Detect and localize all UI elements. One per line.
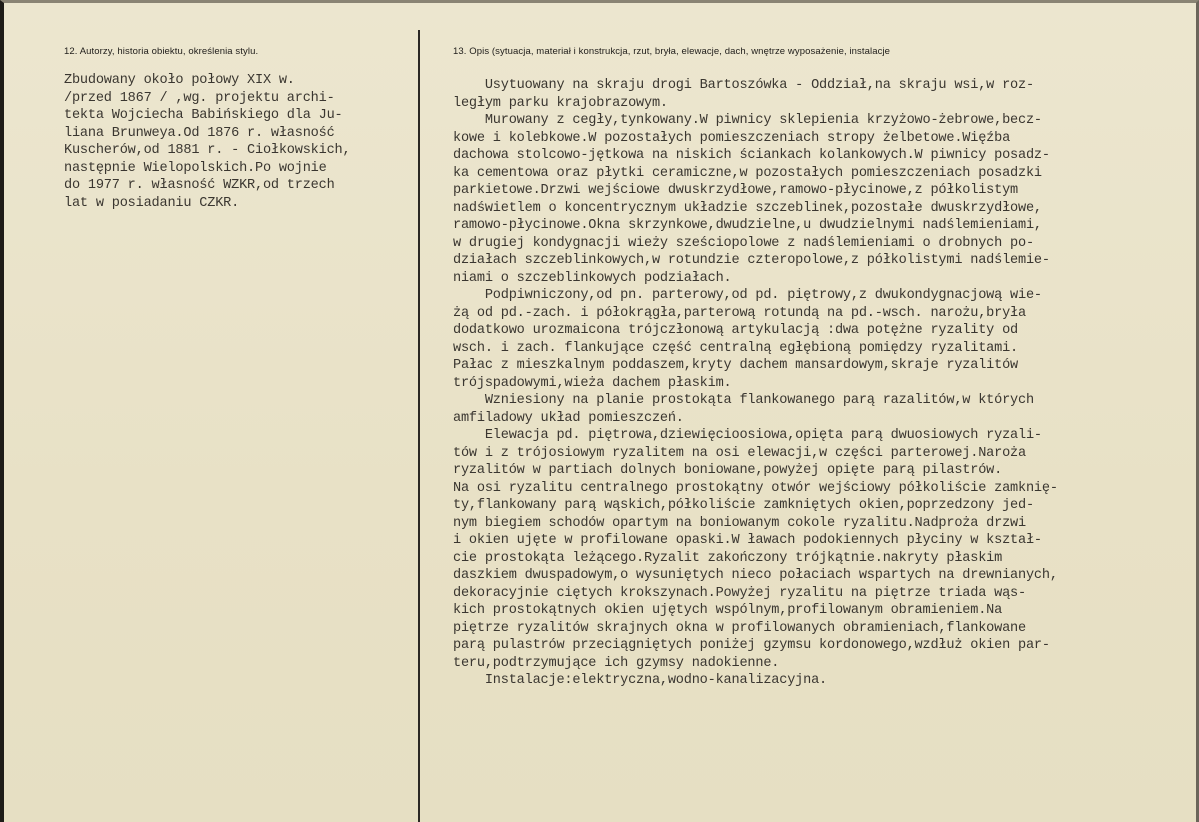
description-text-line: amfiladowy układ pomieszczeń. xyxy=(453,410,684,426)
description-text-line: Instalacje:elektryczna,wodno-kanalizacyjna. xyxy=(453,673,828,688)
column-divider xyxy=(418,30,420,822)
history-text-line: Zbudowany około połowy XIX w. xyxy=(64,73,295,88)
history-text-line: następnie Wielopolskich.Po wojnie xyxy=(64,160,327,176)
history-text-line: tekta Wojciecha Babińskiego dla Ju- xyxy=(64,108,343,123)
section-12-header: 12. Autorzy, historia obiektu, określenia stylu. xyxy=(64,46,259,57)
description-text-line: Usytuowany na skraju drogi Bartoszówka - Oddział,na skraju wsi,w roz- xyxy=(453,78,1034,93)
description-text-line: i okien ujęte w profilowane opaski.W ławach podokiennych płyciny w kształ- xyxy=(453,533,1042,548)
description-text-line: Wzniesiony na planie prostokąta flankowanego parą razalitów,w których xyxy=(453,393,1034,408)
history-text-line: Kuscherów,od 1881 r. - Ciołkowskich, xyxy=(64,143,351,158)
description-text-line: kowe i kolebkowe.W pozostałych pomieszczeniach stropy żelbetowe.Więźba xyxy=(453,130,1011,146)
description-text-line: nym biegiem schodów opartym na boniowanym cokole ryzalitu.Nadproża drzwi xyxy=(453,515,1026,531)
description-text-line: dodatkowo urozmaicona trójczłonową artykulacją :dwa potężne ryzality od xyxy=(453,323,1018,338)
description-text-line: niami o szczeblinkowych podziałach. xyxy=(453,270,732,286)
description-text-line: Elewacja pd. piętrowa,dziewięcioosiowa,opięta parą dwuosiowych ryzali- xyxy=(453,428,1042,443)
description-text-line: teru,podtrzymujące ich gzymsy nadokienne. xyxy=(453,655,780,671)
description-text-line: Pałac z mieszkalnym poddaszem,kryty dachem mansardowym,skraje ryzalitów xyxy=(453,358,1018,373)
description-text-line: dekoracyjnie ciętych krokszynach.Powyżej ryzalitu na piętrze triada wąs- xyxy=(453,585,1026,601)
description-text-line: w drugiej kondygnacji wieży sześciopolowe z nadślemieniami o drobnych po- xyxy=(453,235,1034,251)
description-text-line: ramowo-płycinowe.Okna skrzynkowe,dwudzielne,u dwudzielnymi nadślemieniami, xyxy=(453,218,1042,233)
description-text-line: kich prostokątnych okien ujętych wspólnym,profilowanym obramieniem.Na xyxy=(453,603,1003,618)
description-text-line: piętrze ryzalitów skrajnych okna w profilowanych obramieniach,flankowane xyxy=(453,620,1026,636)
history-text-line: do 1977 r. własność WZKR,od trzech xyxy=(64,178,335,193)
description-text-line: dachowa stolcowo-jętkowa na niskich ściankach kolankowych.W piwnicy posadz- xyxy=(453,148,1050,163)
history-text-line: /przed 1867 / ,wg. projektu archi- xyxy=(64,90,335,106)
description-text-line: trójspadowymi,wieża dachem płaskim. xyxy=(453,375,732,391)
history-text-block xyxy=(64,72,350,212)
description-text-line: ryzalitów w partiach dolnych boniowane,powyżej opięte parą pilastrów. xyxy=(453,463,1003,478)
description-text-line: parkietowe.Drzwi wejściowe dwuskrzydłowe,ramowo-płycinowe,z półkolistym xyxy=(453,183,1018,198)
section-13-header: 13. Opis (sytuacja, materiał i konstrukcja, rzut, bryła, elewacje, dach, wnętrze wyposażenie, instalacje xyxy=(453,46,891,57)
description-text-line: działach szczeblinkowych,w rotundzie czteropolowe,z półkolistymi nadślemie- xyxy=(453,253,1050,268)
description-text-line: ty,flankowany parą wąskich,półkoliście zamkniętych okien,poprzedzony jed- xyxy=(453,498,1034,513)
description-text-line: ległym parku krajobrazowym. xyxy=(453,95,668,111)
description-text-line: tów i z trójosiowym ryzalitem na osi elewacji,w części parterowej.Naroża xyxy=(453,445,1026,461)
history-text-line: lat w posiadaniu CZKR. xyxy=(64,195,240,211)
description-text-line: cie prostokąta leżącego.Ryzalit zakończony trójkątnie.nakryty płaskim xyxy=(453,550,1003,566)
description-text-line: żą od pd.-zach. i półokrągła,parterową rotundą na pd.-wsch. narożu,bryła xyxy=(453,305,1026,321)
description-text-line: parą pulastrów przeciągniętych poniżej gzymsu kordonowego,wzdłuż okien par- xyxy=(453,638,1050,653)
history-text-line: liana Brunweya.Od 1876 r. własność xyxy=(64,125,335,141)
description-text-line: Podpiwniczony,od pn. parterowy,od pd. piętrowy,z dwukondygnacjową wie- xyxy=(453,288,1042,303)
description-text-block xyxy=(453,77,1058,690)
description-text-line: nadświetlem o koncentrycznym układzie szczeblinek,pozostałe dwuskrzydłowe, xyxy=(453,200,1042,216)
description-text-line: ka cementowa oraz płytki ceramiczne,w pozostałych pomieszczeniach posadzki xyxy=(453,165,1042,181)
description-text-line: daszkiem dwuspadowym,o wysuniętych nieco połaciach wspartych na drewnianych, xyxy=(453,568,1058,583)
description-text-line: wsch. i zach. flankujące część centralną egłębioną pomiędzy ryzalitami. xyxy=(453,340,1018,356)
description-text-line: Na osi ryzalitu centralnego prostokątny otwór wejściowy półkoliście zamknię- xyxy=(453,480,1058,496)
description-text-line: Murowany z cegły,tynkowany.W piwnicy sklepienia krzyżowo-żebrowe,becz- xyxy=(453,113,1042,128)
